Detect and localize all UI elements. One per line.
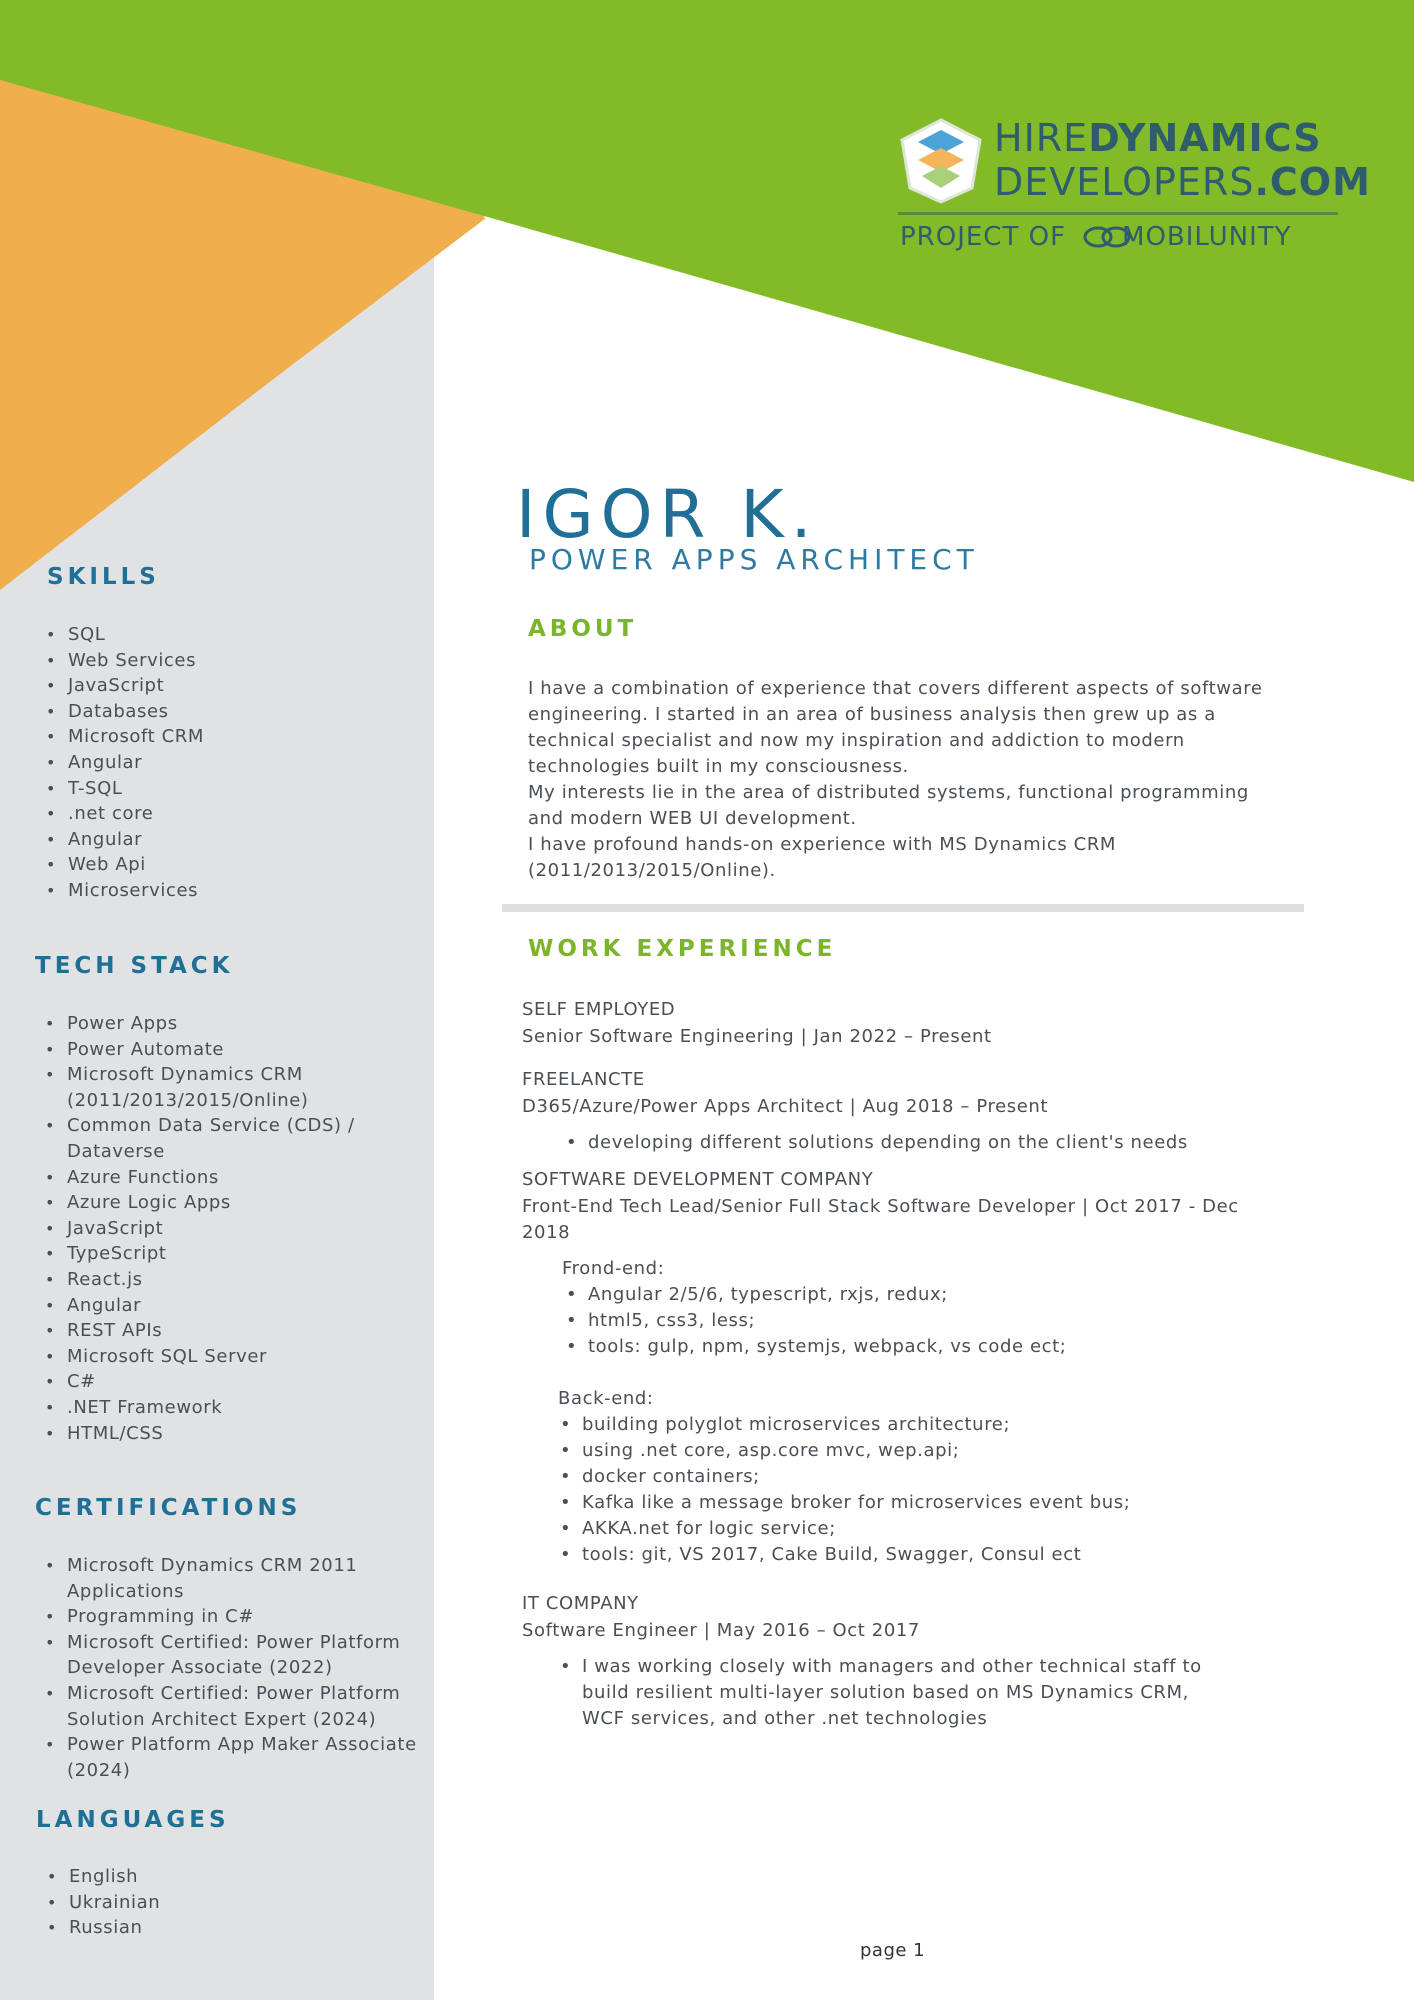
job-role: Front-End Tech Lead/Senior Full Stack Software Developer | Oct 2017 - Dec 2018 — [522, 1196, 1239, 1243]
list-item: • React.js — [67, 1267, 397, 1293]
job-entry — [522, 996, 1282, 1050]
list-item: • using .net core, asp.core mvc, wep.api; — [582, 1438, 1282, 1464]
logo-rule — [898, 212, 1338, 215]
list-item: • Power Apps — [67, 1011, 397, 1037]
candidate-name: IGOR K. — [516, 476, 819, 554]
skills-heading: SKILLS — [47, 564, 160, 590]
list-item: • Microservices — [68, 878, 204, 904]
list-item: • JavaScript — [67, 1216, 397, 1242]
list-item: • REST APIs — [67, 1318, 397, 1344]
list-item: • tools: gulp, npm, systemjs, webpack, vs code ect; — [588, 1334, 1282, 1360]
list-item: • JavaScript — [68, 673, 204, 699]
job-bullets — [522, 1130, 1282, 1156]
list-item: • English — [69, 1864, 160, 1890]
job-company: FREELANCTE — [522, 1069, 645, 1090]
list-item: • Microsoft Dynamics CRM (2011/2013/2015/Online) — [67, 1062, 397, 1113]
job-company: SELF EMPLOYED — [522, 999, 676, 1020]
list-item: • Azure Functions — [67, 1165, 397, 1191]
page-number: page 1 — [860, 1940, 926, 1961]
list-item: • Programming in C# — [67, 1604, 427, 1630]
list-item: • Angular — [68, 750, 204, 776]
candidate-title: POWER APPS ARCHITECT — [529, 543, 979, 576]
job-company: SOFTWARE DEVELOPMENT COMPANY — [522, 1169, 874, 1190]
section-divider — [502, 904, 1304, 912]
list-item: • Microsoft Dynamics CRM 2011 Applications — [67, 1553, 427, 1604]
list-item: • Microsoft Certified: Power Platform Developer Associate (2022) — [67, 1630, 427, 1681]
list-item: • Power Platform App Maker Associate (2024) — [67, 1732, 427, 1783]
logo-badge-icon — [898, 118, 984, 204]
certifications-list — [67, 1553, 427, 1783]
list-item: • Angular — [68, 827, 204, 853]
list-item: • T-SQL — [68, 776, 204, 802]
list-item: • Kafka like a message broker for microservices event bus; — [582, 1490, 1282, 1516]
job-role: D365/Azure/Power Apps Architect | Aug 2018 – Present — [522, 1096, 1049, 1117]
about-heading: ABOUT — [528, 616, 638, 642]
backend-label: Back-end: — [558, 1388, 654, 1409]
list-item: • Web Services — [68, 648, 204, 674]
languages-heading: LANGUAGES — [36, 1807, 230, 1833]
job-entry — [522, 1166, 1282, 1568]
list-item: • I was working closely with managers and other technical staff to build resilient multi-layer solution based on MS Dynamics CRM, WCF services, and other .net technologies — [582, 1654, 1222, 1732]
logo-line-2: DEVELOPERS.COM — [994, 160, 1371, 204]
about-text — [528, 676, 1268, 884]
mobilunity-icon — [1082, 222, 1132, 252]
work-experience — [522, 996, 1282, 1732]
skills-list — [68, 622, 204, 904]
logo-line-3: PROJECT OF MOBILUNITY — [900, 222, 1292, 252]
list-item: • AKKA.net for logic service; — [582, 1516, 1282, 1542]
backend-list — [522, 1412, 1282, 1568]
list-item: • .NET Framework — [67, 1395, 397, 1421]
list-item: • Power Automate — [67, 1037, 397, 1063]
languages-list — [69, 1864, 160, 1941]
list-item: • .net core — [68, 801, 204, 827]
list-item: • building polyglot microservices architecture; — [582, 1412, 1282, 1438]
list-item: • Azure Logic Apps — [67, 1190, 397, 1216]
job-company: IT COMPANY — [522, 1593, 639, 1614]
tech-stack-heading: TECH STACK — [35, 953, 234, 979]
frontend-list — [522, 1282, 1282, 1360]
job-entry — [522, 1590, 1282, 1732]
work-heading: WORK EXPERIENCE — [528, 936, 837, 962]
about-paragraph: I have profound hands-on experience with MS Dynamics CRM (2011/2013/2015/Online). — [528, 834, 1117, 881]
list-item: • Web Api — [68, 852, 204, 878]
list-item: • Databases — [68, 699, 204, 725]
job-bullets — [522, 1654, 1222, 1732]
about-paragraph: My interests lie in the area of distributed systems, functional programming and modern WEB UI development. — [528, 782, 1249, 829]
job-role: Software Engineer | May 2016 – Oct 2017 — [522, 1620, 920, 1641]
job-entry — [522, 1066, 1282, 1156]
list-item: • docker containers; — [582, 1464, 1282, 1490]
list-item: • tools: git, VS 2017, Cake Build, Swagger, Consul ect — [582, 1542, 1282, 1568]
list-item: • Angular — [67, 1293, 397, 1319]
logo-line-1: HIREDYNAMICS — [994, 116, 1322, 160]
certifications-heading: CERTIFICATIONS — [35, 1495, 302, 1521]
list-item: • Ukrainian — [69, 1890, 160, 1916]
job-role: Senior Software Engineering | Jan 2022 – Present — [522, 1026, 992, 1047]
list-item: • developing different solutions depending on the client's needs — [588, 1130, 1282, 1156]
company-logo — [898, 116, 1371, 256]
list-item: • C# — [67, 1369, 397, 1395]
tech-stack-list — [67, 1011, 397, 1446]
list-item: • Microsoft CRM — [68, 724, 204, 750]
list-item: • SQL — [68, 622, 204, 648]
list-item: • html5, css3, less; — [588, 1308, 1282, 1334]
about-paragraph: I have a combination of experience that covers different aspects of software engineering. I started in an area of business analysis then grew up as a technical specialist and now my inspiration and addiction to modern technologies built in my consciousness. — [528, 678, 1263, 777]
list-item: • TypeScript — [67, 1241, 397, 1267]
list-item: • Microsoft SQL Server — [67, 1344, 397, 1370]
list-item: • Common Data Service (CDS) / Dataverse — [67, 1113, 397, 1164]
list-item: • Microsoft Certified: Power Platform Solution Architect Expert (2024) — [67, 1681, 427, 1732]
list-item: • Russian — [69, 1915, 160, 1941]
list-item: • Angular 2/5/6, typescript, rxjs, redux; — [588, 1282, 1282, 1308]
list-item: • HTML/CSS — [67, 1421, 397, 1447]
frontend-label: Frond-end: — [562, 1258, 665, 1279]
